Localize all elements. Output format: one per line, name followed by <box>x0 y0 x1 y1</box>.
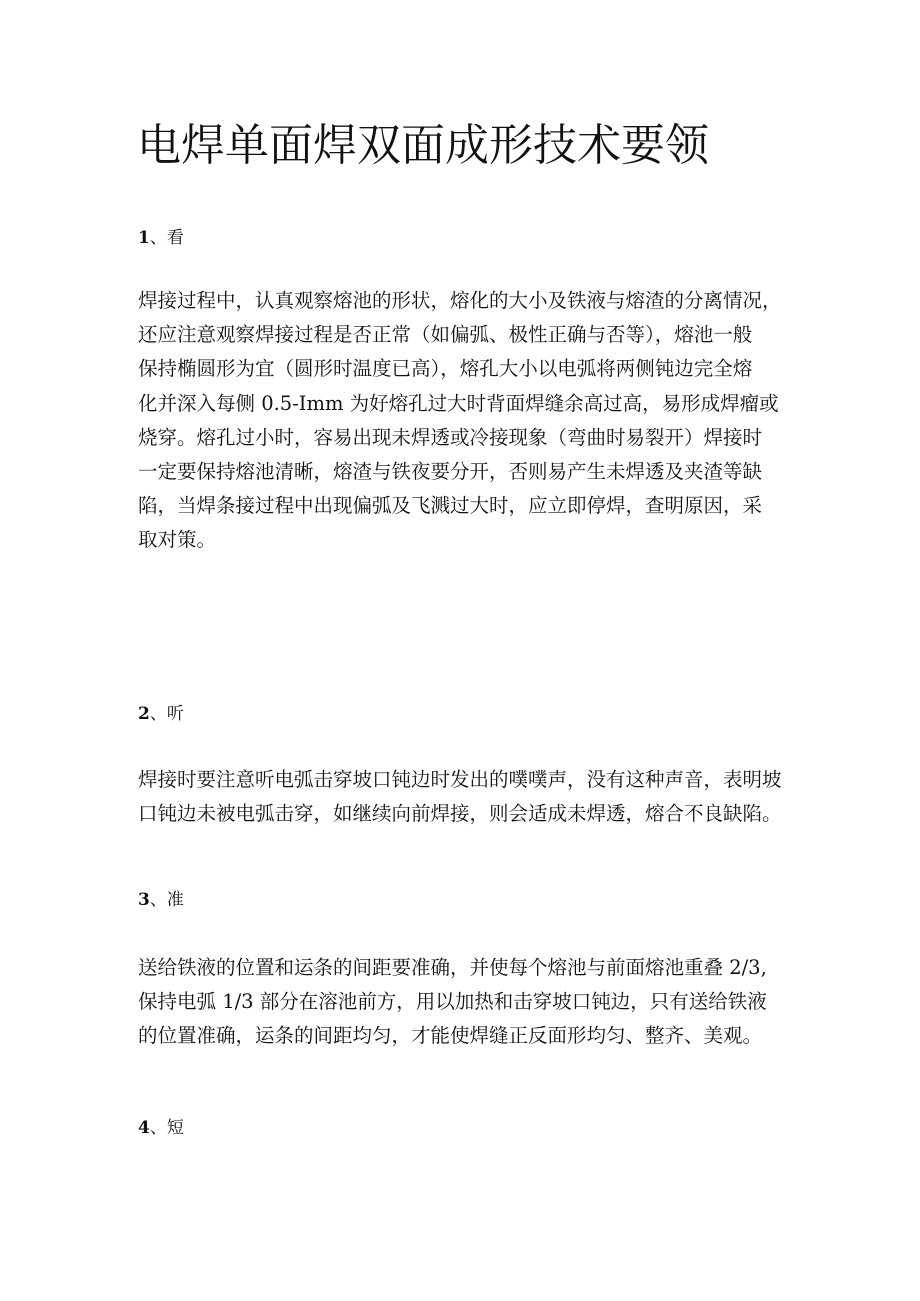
section-heading-3 <box>138 888 184 912</box>
paragraph-line: 保持椭圆形为宜（圆形时温度已高），熔孔大小以电弧将两侧钝边完全熔 <box>138 357 753 381</box>
paragraph-line: 焊接过程中，认真观察熔池的形状，熔化的大小及铁液与熔渣的分离情况， <box>138 289 782 312</box>
paragraph-line: 烧穿。熔孔过小时，容易出现未焊透或冷接现象（弯曲时易裂开）焊接时 <box>138 425 763 449</box>
section-heading-text: 听 <box>166 704 184 724</box>
document-title: 电焊单面焊双面成形技术要领 <box>137 120 709 171</box>
paragraph-line: 保持电弧 1/3 部分在溶池前方，用以加热和击穿坡口钝边，只有送给铁液 <box>138 990 767 1014</box>
section-separator: 、 <box>149 228 167 248</box>
section-separator: 、 <box>149 890 167 910</box>
section-number: 4 <box>138 1118 150 1138</box>
section-heading-1 <box>138 226 184 250</box>
paragraph-line: 化并深入每侧 0.5-Imm 为好熔孔过大时背面焊缝余高过高，易形成焊瘤或 <box>138 391 779 415</box>
section-heading-2 <box>138 702 184 726</box>
paragraph-line: 陷，当焊条接过程中出现偏弧及飞溅过大时，应立即停焊，查明原因，采 <box>138 494 763 518</box>
paragraph-line: 的位置准确，运条的间距均匀，才能使焊缝正反面形均匀、整齐、美观。 <box>138 1024 763 1048</box>
section-number: 1 <box>138 228 150 248</box>
section-heading-text: 准 <box>166 890 184 910</box>
section-number: 2 <box>138 704 150 724</box>
section-paragraph-1 <box>138 284 798 558</box>
paragraph-line: 焊接时要注意听电弧击穿坡口钝边时发出的噗噗声，没有这种声音，表明坡 <box>138 768 782 791</box>
section-heading-4 <box>138 1116 184 1140</box>
paragraph-line: 口钝边未被电弧击穿，如继续向前焊接，则会适成未焊透，熔合不良缺陷。 <box>138 802 782 826</box>
section-heading-text: 短 <box>166 1118 184 1138</box>
section-separator: 、 <box>149 704 167 724</box>
section-separator: 、 <box>149 1118 167 1138</box>
section-heading-text: 看 <box>166 228 184 248</box>
section-number: 3 <box>138 890 150 910</box>
paragraph-line: 还应注意观察焊接过程是否正常（如偏弧、极性正确与否等），熔池一般 <box>138 323 753 347</box>
paragraph-line: 送给铁液的位置和运条的间距要准确，并使每个熔池与前面熔池重叠 2/3, <box>138 956 767 979</box>
paragraph-line: 一定要保持熔池清晰，熔渣与铁夜要分开，否则易产生未焊透及夹渣等缺 <box>138 459 763 483</box>
paragraph-line: 取对策。 <box>138 528 217 552</box>
section-paragraph-2 <box>138 763 798 831</box>
section-paragraph-3 <box>138 951 798 1054</box>
